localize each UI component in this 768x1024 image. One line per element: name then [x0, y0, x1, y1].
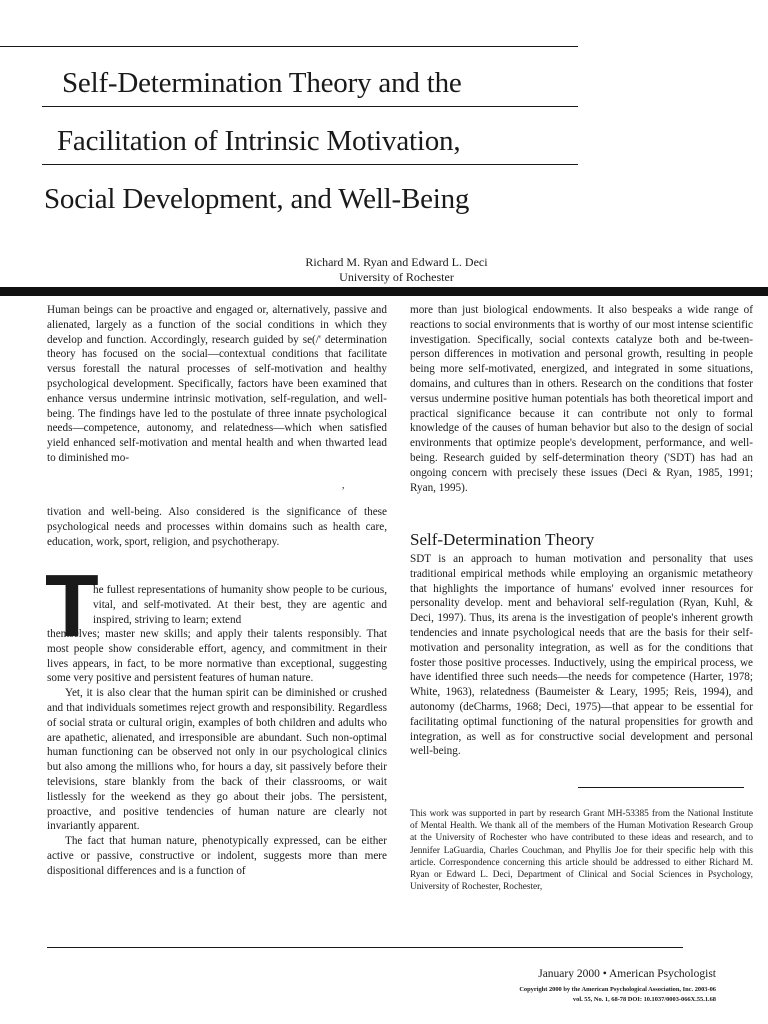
bottom-rule — [47, 947, 683, 948]
para1-lines-a: he fullest representations of humanity show people to be curious, vital, and self-motivated. At their best, they are agentic and inspired, striving to learn; extend — [93, 584, 387, 626]
right-para1: more than just biological endowments. It also bespeaks a wide range of reactions to social environments that is worthy of our most intense scientific investigation. Specifically, social contexts catalyze both and be-tween-person differences in motivation and personal growth, resulting in people being more self-motivated, energized, and integrated in some situations, domains, and cultures than in others. Research on the conditions that foster versus undermine positive human potentials has both theoretical import and practical significance because it can contribute not only to formal knowledge of the causes of human behavior but also to the design of social environments that optimize people's development, performance, and well-being. Research guided by self-determination theory ('SDT) has had an ongoing concern with precisely these issues (Deci & Ryan, 1985, 1991; Ryan, 1995). — [410, 304, 753, 494]
authors: Richard M. Ryan and Edward L. Deci — [305, 255, 488, 269]
stray-mark: , — [342, 480, 345, 491]
title-line-1: Self-Determination Theory and the — [62, 67, 462, 99]
footnote-text: This work was supported in part by research Grant MH-53385 from the National Institute of Mental Health. We thank all of the members of the Human Motivation Research Group at the University of Rochester who have contributed to these ideas and research, and to Jennifer LaGuardia, Charles Couchman, and Phyllis Joe for their specific help with this article. Correspondence concerning this article should be addressed to either Richard M. Ryan or Edward L. Deci, Department of Clinical and Social Sciences in Psychology, University of Rochester, Rochester, — [410, 809, 753, 893]
body-right-top — [410, 303, 753, 495]
author-block — [0, 255, 768, 285]
top-rule — [0, 46, 578, 47]
body-right-bottom — [410, 552, 753, 759]
para3: The fact that human nature, phenotypically expressed, can be either active or passive, constructive or indolent, suggests more than mere dispositional differences and is a function of — [47, 835, 387, 877]
affiliation: University of Rochester — [339, 270, 454, 284]
body-left — [47, 627, 387, 879]
abstract-text: Human beings can be proactive and engaged or, alternatively, passive and alienated, largely as a function of the social conditions in which they develop and function. Accordingly, research guided by se(/' determination theory has focused on the social—contextual conditions that facilitate versus forestall the natural processes of self-motivation and healthy psychological development. Specifically, factors have been examined that enhance versus undermine intrinsic motivation, self-regulation, and well-being. The findings have led to the postulate of three innate psychological needs—competence, autonomy, and relatedness—which when satisfied yield enhanced self-motivation and mental health and when thwarted lead to diminished mo- — [47, 304, 387, 464]
volume-line: vol. 55, No. 1, 68-78 DOI: 10.1037/0003-066X.55.1.68 — [572, 996, 716, 1003]
footnote-rule — [578, 787, 744, 788]
title-rule-2 — [42, 164, 578, 165]
drop-cap: T — [45, 556, 99, 655]
para1-lines-b: themselves; master new skills; and apply their talents responsibly. That most people show considerable effort, agency, and commitment in their lives appears, in fact, to be more normative than exceptional, suggesting some very positive and persistent features of human nature. — [47, 628, 387, 685]
copyright-line: Copyright 2000 by the American Psychological Association, Inc. 2003-06 — [519, 986, 716, 993]
title-rule-1 — [42, 106, 578, 107]
para2: Yet, it is also clear that the human spirit can be diminished or crushed and that individuals sometimes reject growth and responsibility. Regardless of social strata or cultural origin, examples of both children and adults who are apathetic, alienated, and irresponsible are abundant. Such non-optimal human functioning can be observed not only in our psychological clinics but also among the millions who, for hours a day, sit passively before their televisions, stare blankly from the back of their classrooms, or wait listlessly for the weekend as they go about their jobs. The persistent, proactive, and positive tendencies of human nature are clearly not invariantly apparent. — [47, 687, 387, 833]
header-bar — [0, 287, 768, 296]
abstract-cont-text: tivation and well-being. Also considered is the significance of these psychological needs and processes within domains such as health care, education, work, sport, religion, and psychotherapy. — [47, 506, 387, 548]
footnote — [410, 808, 753, 893]
section-heading: Self-Determination Theory — [410, 530, 595, 549]
para1-head — [93, 583, 387, 627]
abstract-continued — [47, 505, 387, 549]
title-line-3: Social Development, and Well-Being — [44, 183, 470, 215]
journal-line: January 2000 • American Psychologist — [538, 968, 716, 980]
abstract — [47, 303, 387, 466]
title-line-2: Facilitation of Intrinsic Motivation, — [57, 125, 461, 157]
right-para2: SDT is an approach to human motivation and personality that uses traditional empirical methods while employing an organismic metatheory that highlights the importance of humans' evolved inner resources for personality develop. ment and behavioral self-regulation (Ryan, Kuhl, & Deci, 1997). Thus, its arena is the investigation of people's inherent growth tendencies and innate psychological needs that are the basis for their self-motivation and personality integration, as well as for the conditions that foster those positive processes. Inductively, using the empirical process, we have identified three such needs—the needs for competence (Harter, 1978; White, 1963), relatedness (Baumeister & Leary, 1995; Reis, 1994), and autonomy (deCharms, 1968; Deci, 1975)—that appear to be essential for facilitating optimal functioning of the natural propensities for growth and integration, as well as for constructive social development and personal well-being. — [410, 553, 753, 758]
